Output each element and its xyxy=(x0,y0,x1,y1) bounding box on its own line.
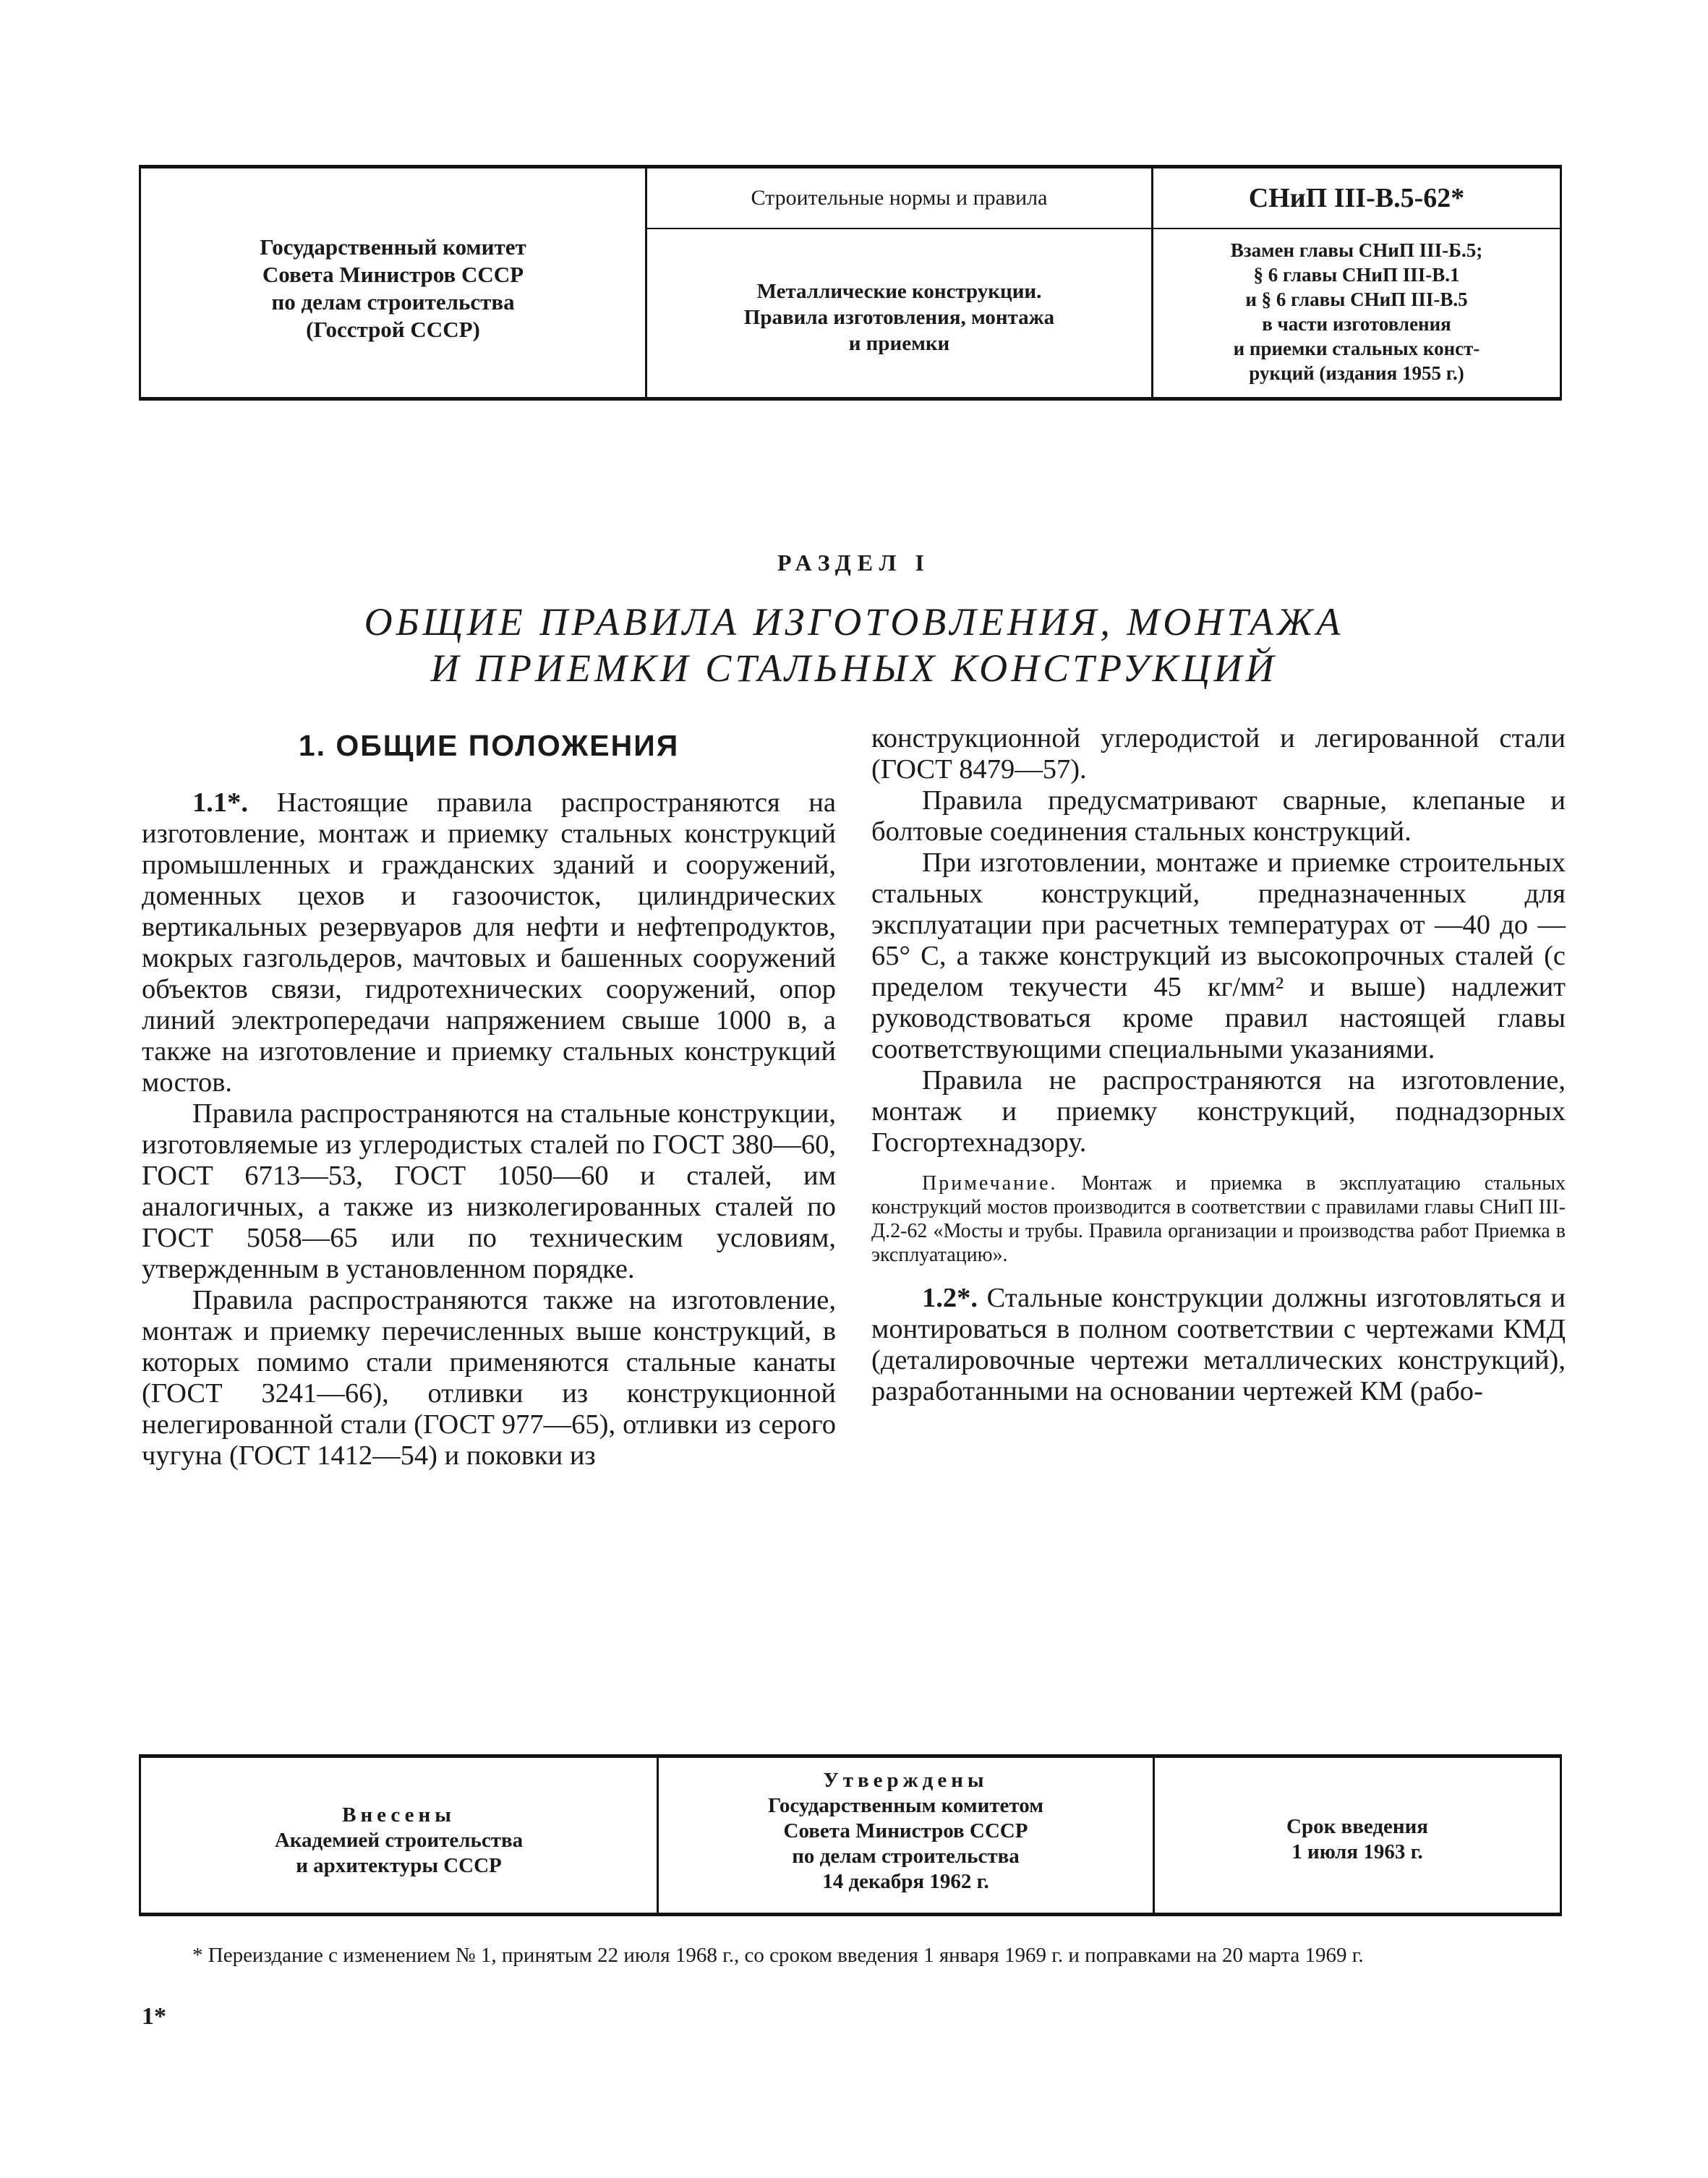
paragraph xyxy=(142,787,836,1098)
approved-line: по делам строительства xyxy=(792,1845,1020,1868)
header-organization-cell xyxy=(141,168,647,397)
organization-line: по делам строительства xyxy=(271,289,515,315)
header-table xyxy=(139,165,1562,401)
organization-line: Государственный комитет xyxy=(260,234,526,260)
replaces-line: в части изготовления xyxy=(1262,313,1451,335)
approval-table xyxy=(139,1754,1562,1916)
effective-date: 1 июля 1963 г. xyxy=(1291,1840,1423,1863)
document-title-line: и приемки xyxy=(848,332,950,355)
replaces-line: и приемки стальных конст- xyxy=(1233,338,1480,359)
note-label: Примечание. xyxy=(922,1172,1058,1195)
approved-block xyxy=(659,1768,1153,1895)
clause-number: 1.1*. xyxy=(192,787,248,818)
submitted-block xyxy=(141,1803,657,1879)
paragraph: При изготовлении, монтаже и приемке строительных стальных конструкций, предназначенных для эксплуатации при расчетных температурах от —40 до —65° С, а также конструкций из высокопрочных сталей (с пределом текучести 45 кг/мм² и выше) надлежит руководствоваться кроме правил настоящей главы соответствующими специальными указаниями. xyxy=(871,847,1566,1064)
header-code-cell xyxy=(1153,168,1560,397)
header-title-cell xyxy=(647,168,1153,397)
note xyxy=(871,1171,1566,1267)
subsection-heading: 1. ОБЩИЕ ПОЛОЖЕНИЯ xyxy=(298,729,680,762)
paragraph: Правила распространяются на стальные конструкции, изготовляемые из углеродистых сталей по ГОСТ 380—60, ГОСТ 6713—53, ГОСТ 1050—60 и сталей, им аналогичных, а также из низколегированных сталей по ГОСТ 5058—65 или по техническим условиям, утвержденным в установленном порядке. xyxy=(142,1098,836,1284)
paragraph: конструкционной углеродистой и легированной стали (ГОСТ 8479—57). xyxy=(871,723,1566,785)
paragraph xyxy=(871,1283,1566,1407)
paragraph: Правила распространяются также на изготовление, монтаж и приемку перечисленных выше конструкций, в которых помимо стали применяются стальные канаты (ГОСТ 3241—66), отливки из конструкционной нелегированной стали (ГОСТ 977—65), отливки из серого чугуна (ГОСТ 1412—54) и поковки из xyxy=(142,1285,836,1471)
left-column xyxy=(142,723,836,1472)
replaces-line: рукций (издания 1955 г.) xyxy=(1249,362,1464,384)
section-title xyxy=(0,599,1708,691)
document-code: СНиП III-В.5-62* xyxy=(1153,168,1560,229)
replaces-line: и § 6 главы СНиП III-В.5 xyxy=(1245,289,1468,310)
section-title-line: ОБЩИЕ ПРАВИЛА ИЗГОТОВЛЕНИЯ, МОНТАЖА xyxy=(364,600,1344,644)
paragraph: Правила предусматривают сварные, клепаные и болтовые соединения стальных конструкций. xyxy=(871,785,1566,847)
note-text: Монтаж и приемка в эксплуатацию стальных конструкций мостов производится в соответствии с правилами главы СНиП III-Д.2-62 «Мосты и трубы. Правила организации и производства работ Приемка в эксплуатацию». xyxy=(871,1172,1566,1266)
approved-label: Утверждены xyxy=(823,1769,988,1792)
right-column xyxy=(871,723,1566,1407)
norms-label: Строительные нормы и правила xyxy=(647,168,1151,229)
replaces-line: § 6 главы СНиП III-В.1 xyxy=(1253,264,1460,286)
approved-line: 14 декабря 1962 г. xyxy=(822,1870,989,1893)
organization-name xyxy=(141,234,645,343)
approved-line: Государственным комитетом xyxy=(768,1794,1043,1817)
document-title-line: Металлические конструкции. xyxy=(756,280,1042,303)
replaces-note xyxy=(1153,238,1560,385)
document-title-line: Правила изготовления, монтажа xyxy=(743,306,1055,329)
effective-block xyxy=(1155,1814,1560,1865)
section-title-line: И ПРИЕМКИ СТАЛЬНЫХ КОНСТРУКЦИЙ xyxy=(430,646,1278,690)
paragraph: Правила не распространяются на изготовление, монтаж и приемку конструкций, поднадзорных Госгортехнадзору. xyxy=(871,1065,1566,1158)
approved-cell xyxy=(659,1758,1155,1913)
replaces-line: Взамен главы СНиП III-Б.5; xyxy=(1230,239,1483,261)
submitted-line: и архитектуры СССР xyxy=(296,1854,502,1877)
organization-line: Совета Министров СССР xyxy=(262,262,524,287)
document-title xyxy=(647,278,1151,356)
footnote: * Переиздание с изменением № 1, принятым 22 июля 1968 г., со сроком введения 1 января 1969 г. и поправками на 20 марта 1969 г. xyxy=(192,1944,1364,1967)
effective-label: Срок введения xyxy=(1286,1815,1428,1838)
paragraph-text: Настоящие правила распространяются на изготовление, монтаж и приемку стальных конструкций промышленных и гражданских зданий и сооружений, доменных цехов и газоочисток, цилиндрических вертикальных резервуаров для нефти и нефтепродуктов, мокрых газгольдеров, мачтовых и башенных сооружений объектов связи, гидротехнических сооружений, опор линий электропередачи напряжением свыше 1000 в, а также на изготовление и приемку стальных конструкций мостов. xyxy=(142,787,836,1098)
page-number: 1* xyxy=(142,2003,166,2030)
section-label: РАЗДЕЛ I xyxy=(777,550,931,576)
submitted-line: Академией строительства xyxy=(274,1829,524,1852)
effective-cell xyxy=(1155,1758,1560,1913)
submitted-cell xyxy=(141,1758,659,1913)
organization-line: (Госстрой СССР) xyxy=(306,317,480,342)
approved-line: Совета Министров СССР xyxy=(783,1819,1028,1842)
paragraph-text: Стальные конструкции должны изготовляться и монтироваться в полном соответствии с чертежами КМД (деталировочные чертежи металлических конструкций), разработанными на основании чертежей КМ (рабо- xyxy=(871,1283,1566,1406)
submitted-label: Внесены xyxy=(342,1803,456,1827)
clause-number: 1.2*. xyxy=(922,1283,978,1313)
